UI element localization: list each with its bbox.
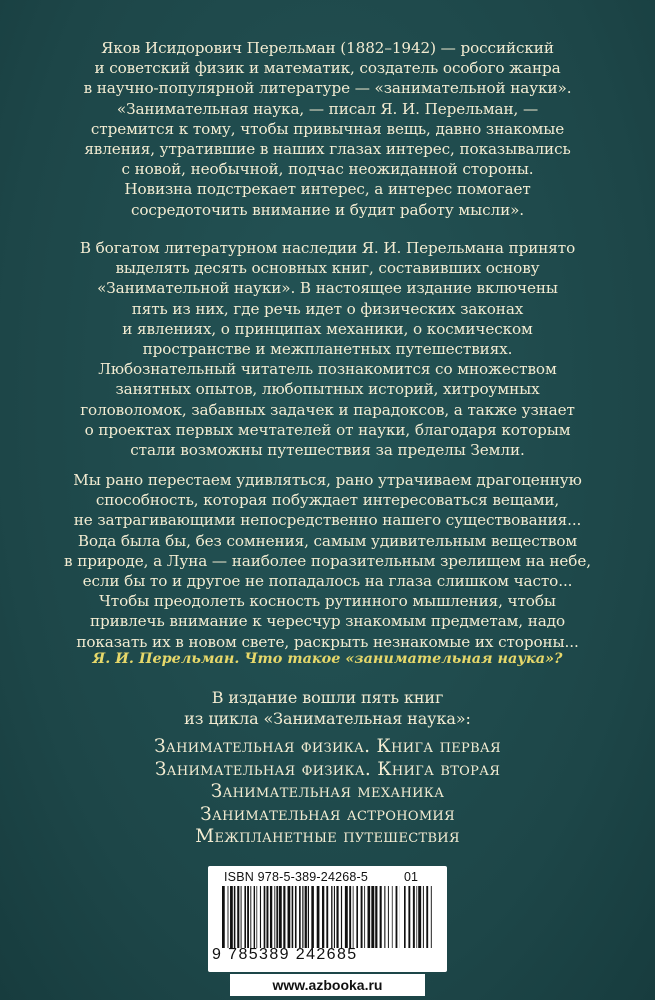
quote-line: способность, которая побуждает интересоваться вещами, bbox=[95, 491, 560, 510]
intro-line: и советский физик и математик, создатель особого жанра bbox=[94, 59, 561, 78]
heritage-line: «Занимательной науки». В настоящее издание включены bbox=[97, 279, 558, 298]
book-title: Занимательная механика bbox=[210, 781, 445, 802]
heritage-line: пять из них, где речь идет о физических законах bbox=[131, 299, 524, 318]
quote-line: Чтобы преодолеть косность рутинного мышления, чтобы bbox=[99, 592, 556, 611]
edition-note bbox=[0, 687, 655, 729]
heritage-line: пространстве и межпланетных путешествиях. bbox=[142, 340, 513, 359]
quote-line: если бы то и другое не попадалось на глаза слишком часто... bbox=[82, 572, 573, 591]
website-url: www.azbooka.ru bbox=[230, 974, 425, 996]
heritage-line: выделять десять основных книг, составивших основу bbox=[115, 259, 540, 278]
barcode-bars bbox=[222, 886, 400, 948]
heritage-line: Любознательный читатель познакомится со множеством bbox=[98, 360, 557, 379]
isbn-barcode bbox=[208, 866, 447, 972]
intro-line: сосредоточить внимание и будит работу мысли». bbox=[130, 200, 525, 219]
quote-line: показать их в новом свете, раскрыть незнакомые их стороны... bbox=[76, 632, 579, 651]
heritage-line: занятных опытов, любопытных историй, хитроумных bbox=[115, 380, 540, 399]
quote-line: Вода была бы, без сомнения, самым удивительным веществом bbox=[77, 531, 578, 550]
heritage-line: головоломок, забавных задачек и парадоксов, а также узнает bbox=[80, 400, 575, 419]
edition-note-line: из цикла «Занимательная наука»: bbox=[184, 709, 471, 728]
heritage-line: В богатом литературном наследии Я. И. Перельмана принято bbox=[79, 239, 576, 257]
quote-line: привлечь внимание к чересчур знакомым предметам, надо bbox=[89, 612, 566, 631]
book-titles-list bbox=[0, 736, 655, 849]
barcode-digits: 9 785389 242685 bbox=[212, 946, 358, 963]
intro-line: Яков Исидорович Перельман (1882–1942) — российский bbox=[101, 39, 554, 57]
book-title: Занимательная физика. Книга первая bbox=[154, 736, 501, 757]
quote-attribution: Я. И. Перельман. Что такое «занимательная наука»? bbox=[92, 650, 563, 667]
intro-line: стремится к тому, чтобы привычная вещь, давно знакомые bbox=[90, 119, 565, 138]
book-title: Занимательная физика. Книга вторая bbox=[154, 758, 501, 780]
book-title: Межпланетные путешествия bbox=[195, 826, 460, 847]
intro-line: с новой, необычной, подчас неожиданной стороны. bbox=[121, 160, 534, 179]
intro-line: явления, утратившие в наших глазах интерес, показывались bbox=[84, 140, 571, 159]
barcode-addon-bars bbox=[404, 886, 432, 948]
heritage-paragraph bbox=[0, 238, 655, 460]
book-title: Занимательная астрономия bbox=[200, 803, 455, 825]
quote-line: не затрагивающими непосредственно нашего существования... bbox=[73, 511, 582, 530]
intro-line: в научно-популярной литературе — «занимательной науки». bbox=[83, 79, 572, 98]
isbn-addon-code: 01 bbox=[404, 870, 418, 884]
heritage-line: стали возможны путешествия за пределы Земли. bbox=[130, 441, 525, 460]
heritage-line: и явлениях, о принципах механики, о космическом bbox=[122, 319, 533, 338]
heritage-line: о проектах первых мечтателей от науки, благодаря которым bbox=[84, 420, 571, 439]
intro-paragraph bbox=[0, 38, 655, 220]
quote-paragraph bbox=[0, 470, 655, 652]
intro-line: «Занимательная наука, — писал Я. И. Перельман, — bbox=[116, 99, 539, 118]
quote-line: в природе, а Луна — наиболее поразительным зрелищем на небе, bbox=[64, 551, 591, 570]
quote-line: Мы рано перестаем удивляться, рано утрачиваем драгоценную bbox=[73, 471, 582, 489]
edition-note-line: В издание вошли пять книг bbox=[211, 688, 444, 707]
isbn-label: ISBN 978-5-389-24268-5 bbox=[224, 870, 369, 884]
intro-line: Новизна подстрекает интерес, а интерес помогает bbox=[124, 180, 531, 199]
